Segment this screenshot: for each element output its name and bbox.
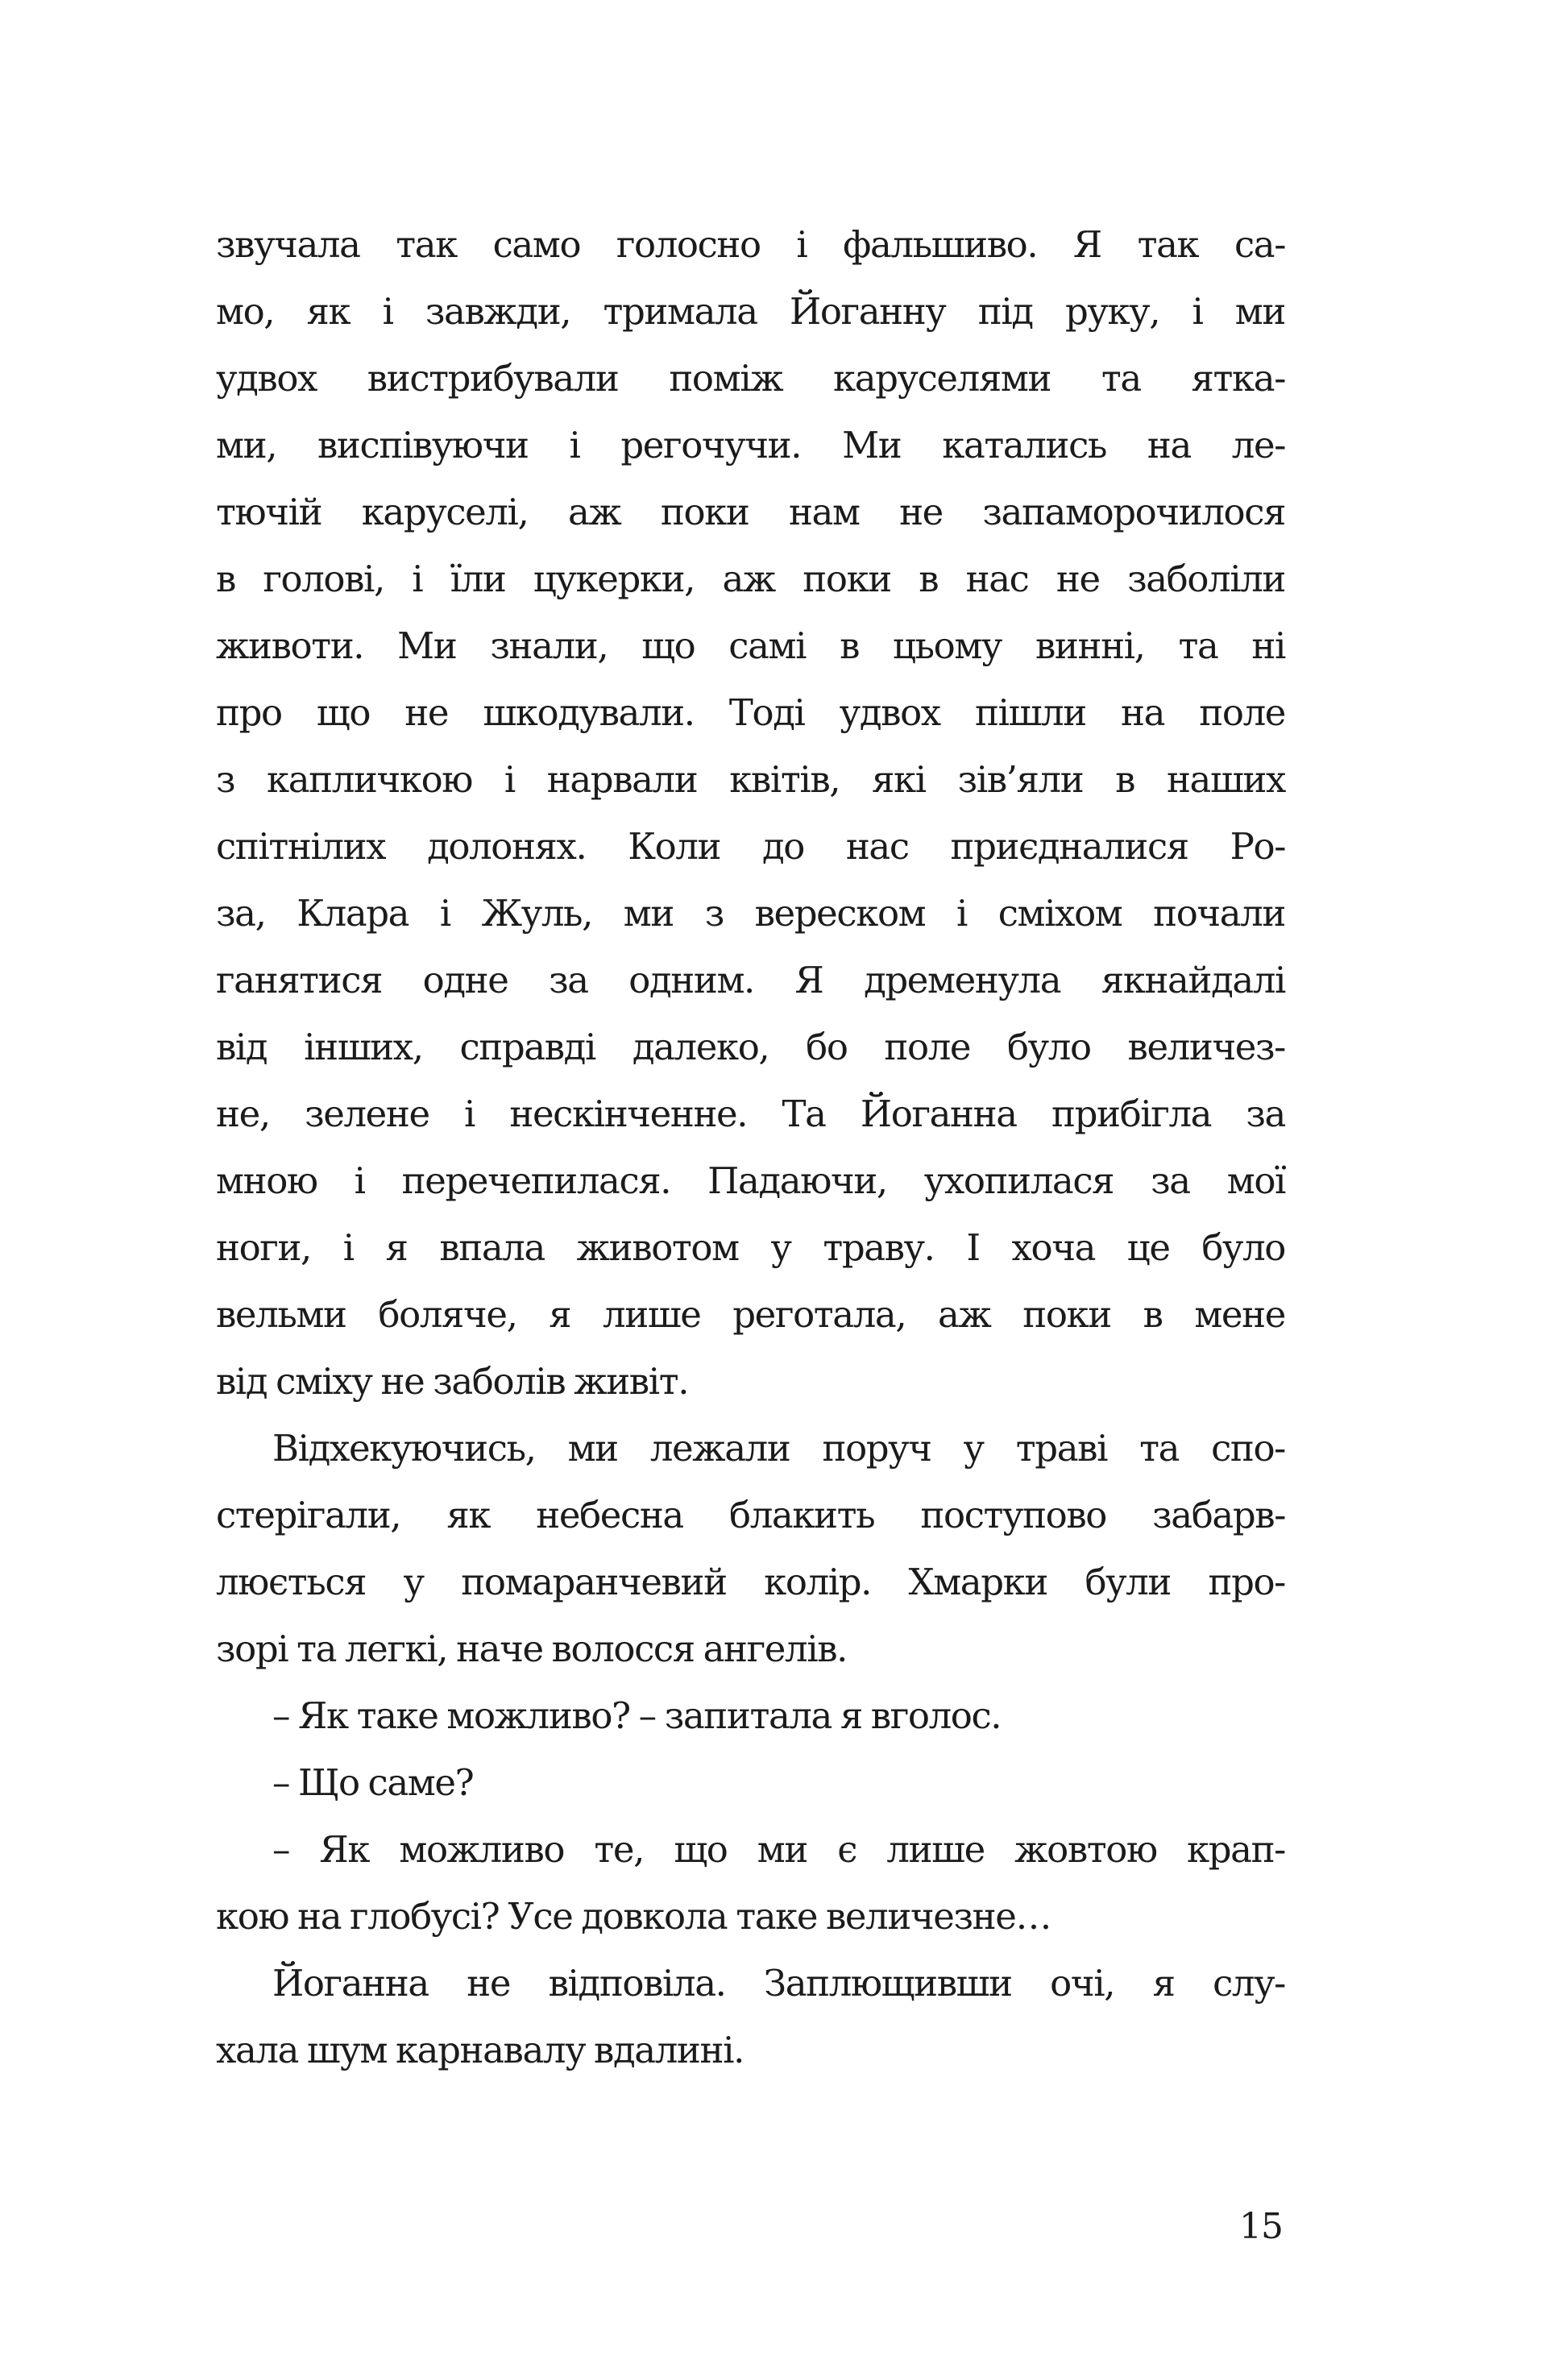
text-line: тючій каруселі, аж поки нам не запаморочилося (216, 491, 1285, 533)
page-number: 15 (1239, 2206, 1283, 2247)
text-line: ноги, і я впала животом у траву. І хоча це було (216, 1226, 1285, 1269)
text-line-paragraph-start: Йоганна не відповіла. Заплющивши очі, я слу- (272, 1962, 1285, 2005)
text-line-paragraph-start: Відхекуючись, ми лежали поруч у траві та спо- (272, 1427, 1285, 1470)
text-line: ми, виспівуючи і регочучи. Ми катались на ле- (216, 424, 1285, 466)
text-line: про що не шкодували. Тоді удвох пішли на поле (216, 691, 1285, 734)
text-line: вельми боляче, я лише реготала, аж поки в мене (216, 1293, 1285, 1336)
text-line: не, зелене і нескінченне. Та Йоганна прибігла за (216, 1093, 1285, 1135)
text-line-paragraph-end: від сміху не заболів живіт. (216, 1360, 689, 1403)
text-line: животи. Ми знали, що самі в цьому винні, та ні (216, 624, 1285, 667)
text-line: стерігали, як небесна блакить поступово забарв- (216, 1494, 1285, 1536)
dialogue-line-end: кою на глобусі? Усе довкола таке величезне… (216, 1895, 1051, 1938)
dialogue-line: – Як можливо те, що ми є лише жовтою крап- (272, 1828, 1285, 1871)
dialogue-line: – Як таке можливо? – запитала я вголос. (272, 1694, 1002, 1737)
text-line: спітнілих долонях. Коли до нас приєдналися Ро- (216, 825, 1285, 868)
text-line: мо, як і завжди, тримала Йоганну під руку, і ми (216, 290, 1285, 333)
text-line: в голові, і їли цукерки, аж поки в нас не заболіли (216, 558, 1285, 600)
text-line: удвох вистрибували поміж каруселями та ятка- (216, 357, 1285, 400)
text-line: від інших, справді далеко, бо поле було величез- (216, 1026, 1285, 1068)
text-line: ганятися одне за одним. Я дременула якнайдалі (216, 959, 1285, 1001)
text-line: звучала так само голосно і фальшиво. Я так са- (216, 223, 1285, 266)
text-line: за, Клара і Жуль, ми з вереском і сміхом почали (216, 892, 1285, 935)
dialogue-line: – Що саме? (272, 1761, 474, 1804)
text-line: мною і перечепилася. Падаючи, ухопилася за мої (216, 1159, 1285, 1202)
body-text (216, 211, 1285, 2084)
text-line: з капличкою і нарвали квітів, які зів’яли в наших (216, 758, 1285, 801)
text-line: люється у помаранчевий колір. Хмарки були про- (216, 1561, 1285, 1603)
text-line-paragraph-end: зорі та легкі, наче волосся ангелів. (216, 1627, 848, 1670)
text-line-paragraph-end: хала шум карнавалу вдалині. (216, 2029, 744, 2071)
